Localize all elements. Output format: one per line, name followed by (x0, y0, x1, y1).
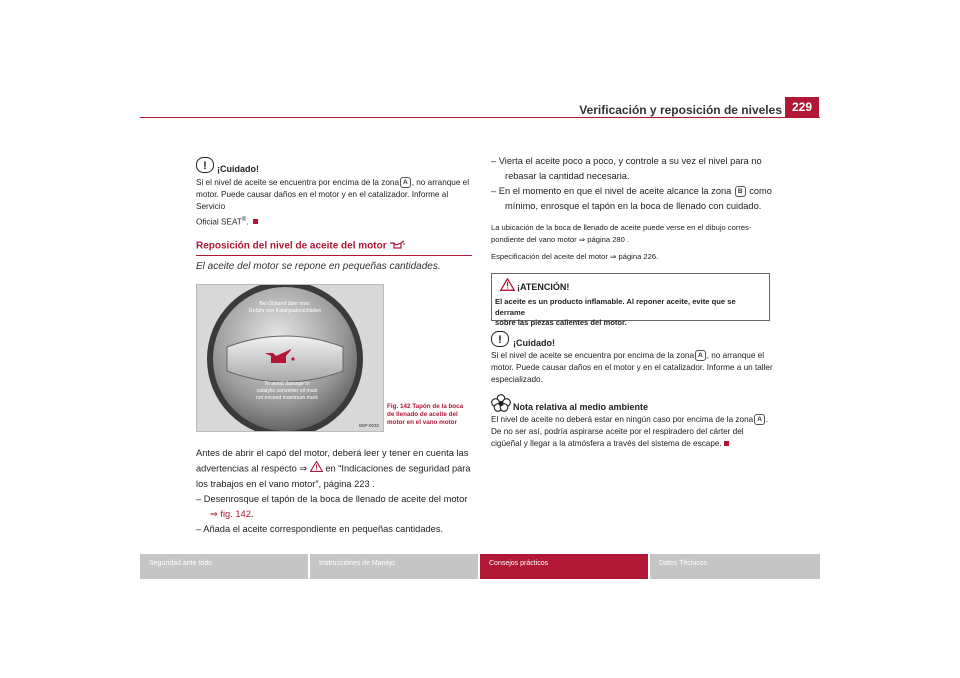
section-heading: Reposición del nivel de aceite del motor (196, 240, 405, 252)
step-close-cap: – En el momento en que el nivel de aceite alcance la zona B como mínimo, enrosque el tapón en la boca de llenado con cuidado. (491, 186, 772, 211)
step-add-oil: – Añada el aceite correspondiente en pequeñas cantidades. (196, 524, 444, 534)
warning-title: ¡ATENCIÓN! (517, 282, 570, 292)
svg-text:not exceed maximum mark: not exceed maximum mark (255, 395, 319, 401)
svg-text:!: ! (203, 160, 207, 172)
header-rule (140, 117, 820, 118)
svg-text:Gefahr von Katalysatorschäden: Gefahr von Katalysatorschäden (248, 308, 322, 314)
svg-text:Bei Ölstand über max:: Bei Ölstand über max: (259, 301, 311, 307)
svg-text:To avoid damage to: To avoid damage to (264, 381, 310, 387)
zone-b-marker: B (735, 186, 746, 197)
svg-text:catalytic converter oil must: catalytic converter oil must (256, 388, 318, 394)
warning-triangle-icon (310, 461, 323, 477)
end-square-icon (253, 219, 258, 224)
warning-text: El aceite es un producto inflamable. Al reponer aceite, evite que se derrame sobre las piezas calientes del motor. (495, 297, 736, 327)
running-header: Verificación y reposición de niveles (579, 103, 782, 117)
step-unscrew-cap: – Desenrosque el tapón de la boca de llenado de aceite del motor ⇒ fig. 142. (196, 494, 468, 519)
zone-a-marker: A (400, 177, 411, 188)
location-note: La ubicación de la boca de llenado de aceite puede verse en el dibujo corres- pondiente del vano motor ⇒ página 280 . (491, 223, 752, 245)
oil-spec-note: Especificación del aceite del motor ⇒ página 226. (491, 252, 659, 261)
caution-title: ¡Cuidado! (217, 164, 259, 174)
environment-text: El nivel de aceite no deberá estar en ningún caso por encima de la zona A . De no ser así, podría aspirarse aceite por el respiradero del cárter del cigüeñal y llegar a la atmósfera a través del sistema de escape. (491, 415, 769, 449)
warning-triangle-icon (500, 278, 515, 296)
svg-text:!: ! (498, 334, 502, 346)
figure-link[interactable]: ⇒ fig. 142 (210, 509, 251, 519)
section-subtitle: El aceite del motor se repone en pequeñas cantidades. (196, 261, 441, 272)
caution-text: Si el nivel de aceite se encuentra por encima de la zona A , no arranque el motor. Puede causar daños en el motor y en el catalizador. Informe a un taller especializado. (491, 351, 773, 385)
tab-seguridad[interactable]: Seguridad ante todo (140, 554, 308, 579)
zone-a-marker: A (695, 350, 706, 361)
svg-text:B5P-0032: B5P-0032 (358, 423, 379, 428)
end-square-icon (724, 441, 729, 446)
caution-icon (196, 157, 214, 178)
oil-can-icon (389, 240, 405, 252)
caution-title: ¡Cuidado! (513, 338, 555, 348)
oil-filler-cap-figure (196, 284, 384, 432)
step-pour-oil: – Vierta el aceite poco a poco, y controle a su vez el nivel para no rebasar la cantidad necesaria. (491, 156, 762, 181)
caution-text: Si el nivel de aceite se encuentra por encima de la zona A , no arranque el motor. Puede causar daños en el motor y en el catalizador. Informe al Servicio Oficial SEAT®. (196, 178, 470, 227)
page-number: 229 (785, 97, 819, 117)
intro-paragraph: Antes de abrir el capó del motor, deberá leer y tener en cuenta las advertencias al respecto ⇒ en “Indicaciones de seguridad para los trabajos en el vano motor”, página 223 . (196, 448, 471, 489)
section-rule (196, 255, 472, 256)
caution-icon (491, 331, 509, 352)
tab-consejos[interactable]: Consejos prácticos (480, 554, 648, 579)
tab-datos[interactable]: Datos Técnicos (650, 554, 820, 579)
tab-instrucciones[interactable]: Instrucciones de Manejo (310, 554, 478, 579)
figure-caption: Fig. 142 Tapón de la boca de llenado de aceite del motor en el vano motor (387, 403, 464, 426)
environment-title: Nota relativa al medio ambiente (513, 402, 649, 412)
zone-a-marker: A (754, 414, 765, 425)
